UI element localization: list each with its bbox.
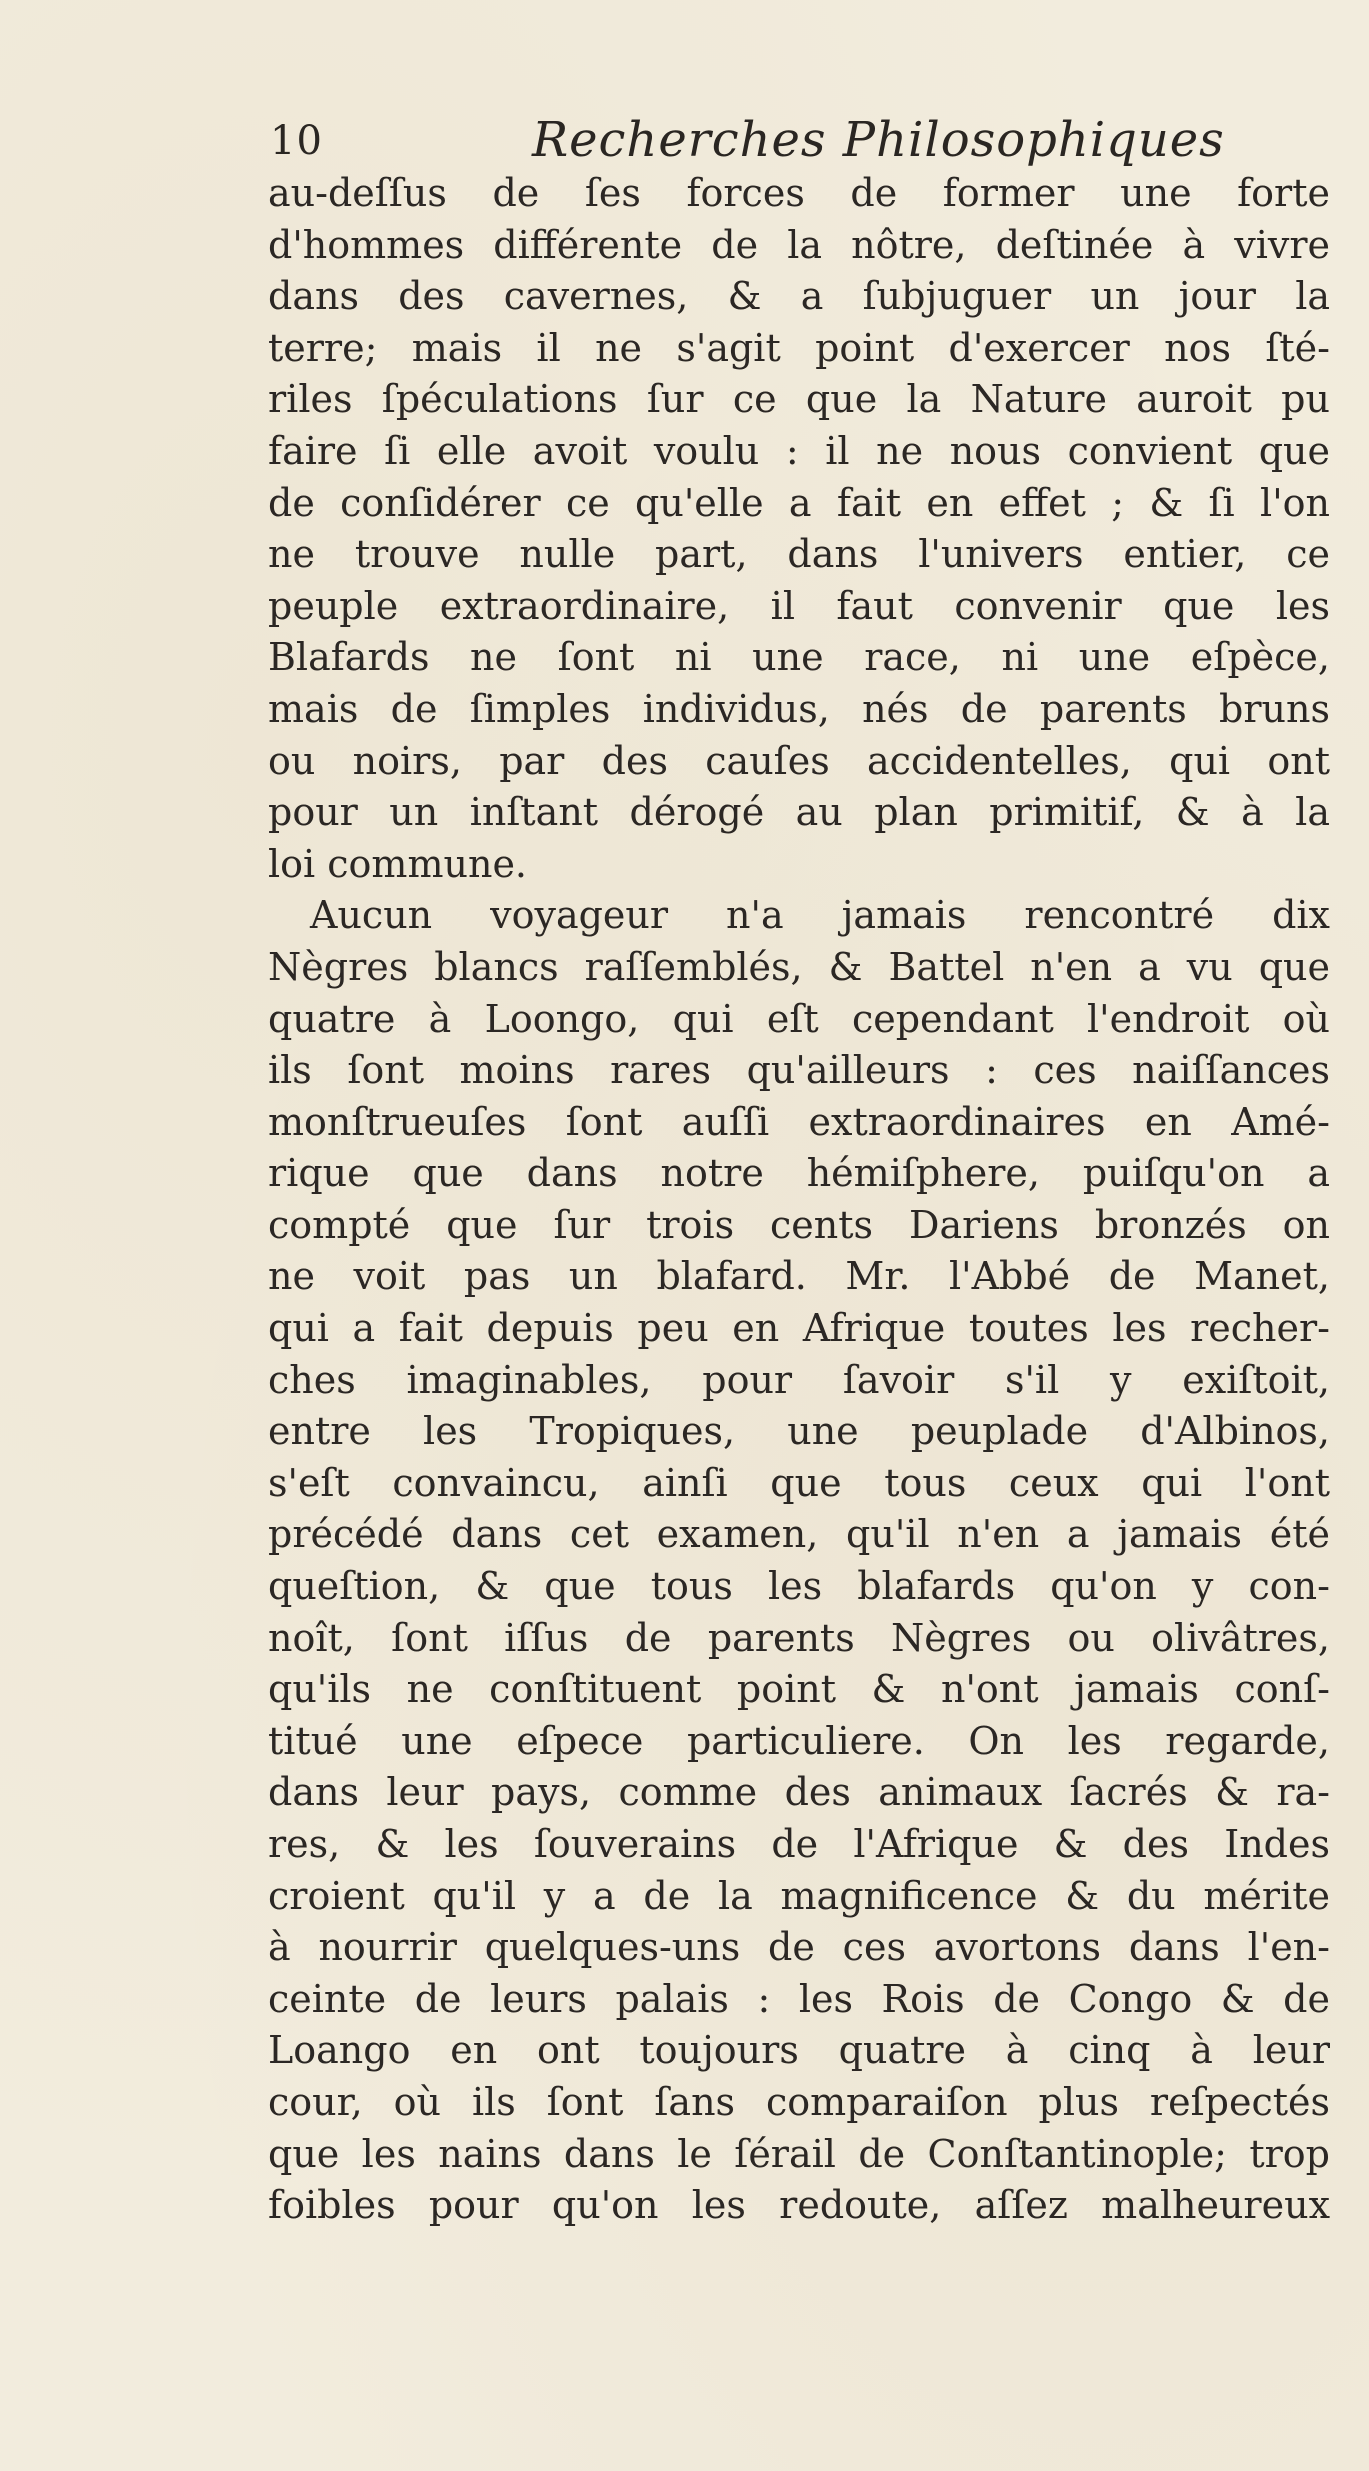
text-line: dans des cavernes, & a ſubjuguer un jour la [268, 274, 1330, 319]
text-line: entre les Tropiques, une peuplade d'Albinos, [268, 1409, 1330, 1454]
text-line: terre; mais il ne s'agit point d'exercer nos ſté- [268, 325, 1330, 370]
text-line: précédé dans cet examen, qu'il n'en a jamais été [268, 1512, 1330, 1557]
text-line: mais de ſimples individus, nés de parents bruns [268, 686, 1330, 731]
text-line: de conſidérer ce qu'elle a fait en effet ; & ſi l'on [268, 480, 1330, 525]
text-line: au-deſſus de ſes forces de former une forte [268, 171, 1330, 215]
text-line: queſtion, & que tous les blafards qu'on y con- [268, 1564, 1330, 1609]
text-line: quatre à Loongo, qui eſt cependant l'endroit où [268, 996, 1330, 1041]
text-line: s'eſt convaincu, ainſi que tous ceux qui l'ont [268, 1460, 1330, 1505]
text-line: titué une eſpece particuliere. On les regarde, [268, 1718, 1330, 1763]
running-title: Recherches Philosophiques [532, 112, 1225, 168]
text-line: rique que dans notre hémiſphere, puiſqu'on a [268, 1151, 1330, 1196]
page-number: 10 [270, 118, 323, 164]
text-line: compté que ſur trois cents Dariens bronzés on [268, 1202, 1330, 1247]
text-line: res, & les ſouverains de l'Afrique & des Indes [268, 1822, 1330, 1866]
text-line: riles ſpéculations ſur ce que la Nature auroit pu [268, 377, 1330, 422]
text-line: ceinte de leurs palais : les Rois de Congo & de [268, 1976, 1330, 2021]
text-line: cour, où ils ſont ſans comparaiſon plus reſpectés [268, 2079, 1330, 2124]
text-line: croient qu'il y a de la magnificence & du mérite [268, 1873, 1330, 1918]
text-line: ils ſont moins rares qu'ailleurs : ces naiſſances [268, 1048, 1330, 1093]
text-line: faire ſi elle avoit voulu : il ne nous convient que [268, 428, 1330, 473]
paragraph-end-line: loi commune. [268, 841, 528, 886]
text-line: ches imaginables, pour ſavoir s'il y exiſtoit, [268, 1357, 1330, 1402]
text-line: ne voit pas un blafard. Mr. l'Abbé de Manet, [268, 1254, 1330, 1299]
text-line: Loango en ont toujours quatre à cinq à leur [268, 2028, 1330, 2073]
text-line: à nourrir quelques-uns de ces avortons dans l'en- [268, 1925, 1330, 1970]
running-head [270, 112, 1230, 172]
text-line: peuple extraordinaire, il faut convenir que les [268, 583, 1330, 628]
text-line: que les nains dans le ſérail de Conſtantinople; trop [268, 2131, 1330, 2176]
body-text [268, 168, 1330, 2232]
text-line: ou noirs, par des cauſes accidentelles, qui ont [268, 738, 1330, 783]
text-line: noît, ſont iſſus de parents Nègres ou olivâtres, [268, 1615, 1330, 1660]
text-line: dans leur pays, comme des animaux ſacrés & ra- [268, 1770, 1330, 1815]
paragraph-start-line: Aucun voyageur n'a jamais rencontré dix [310, 893, 1330, 938]
text-line: foibles pour qu'on les redoute, aſſez malheureux [268, 2183, 1330, 2228]
text-line: qui a fait depuis peu en Afrique toutes les recher- [268, 1306, 1330, 1351]
text-line: ne trouve nulle part, dans l'univers entier, ce [268, 532, 1330, 577]
text-line: Blafards ne ſont ni une race, ni une eſpèce, [268, 635, 1330, 680]
text-line: d'hommes différente de la nôtre, deſtinée à vivre [268, 222, 1330, 267]
text-line: qu'ils ne conſtituent point & n'ont jamais conſ- [268, 1667, 1330, 1712]
text-line: Nègres blancs raſſemblés, & Battel n'en a vu que [268, 944, 1330, 989]
text-line: monſtrueuſes ſont auſſi extraordinaires en Amé- [268, 1099, 1330, 1144]
text-line: pour un inſtant dérogé au plan primitif, & à la [268, 790, 1330, 835]
